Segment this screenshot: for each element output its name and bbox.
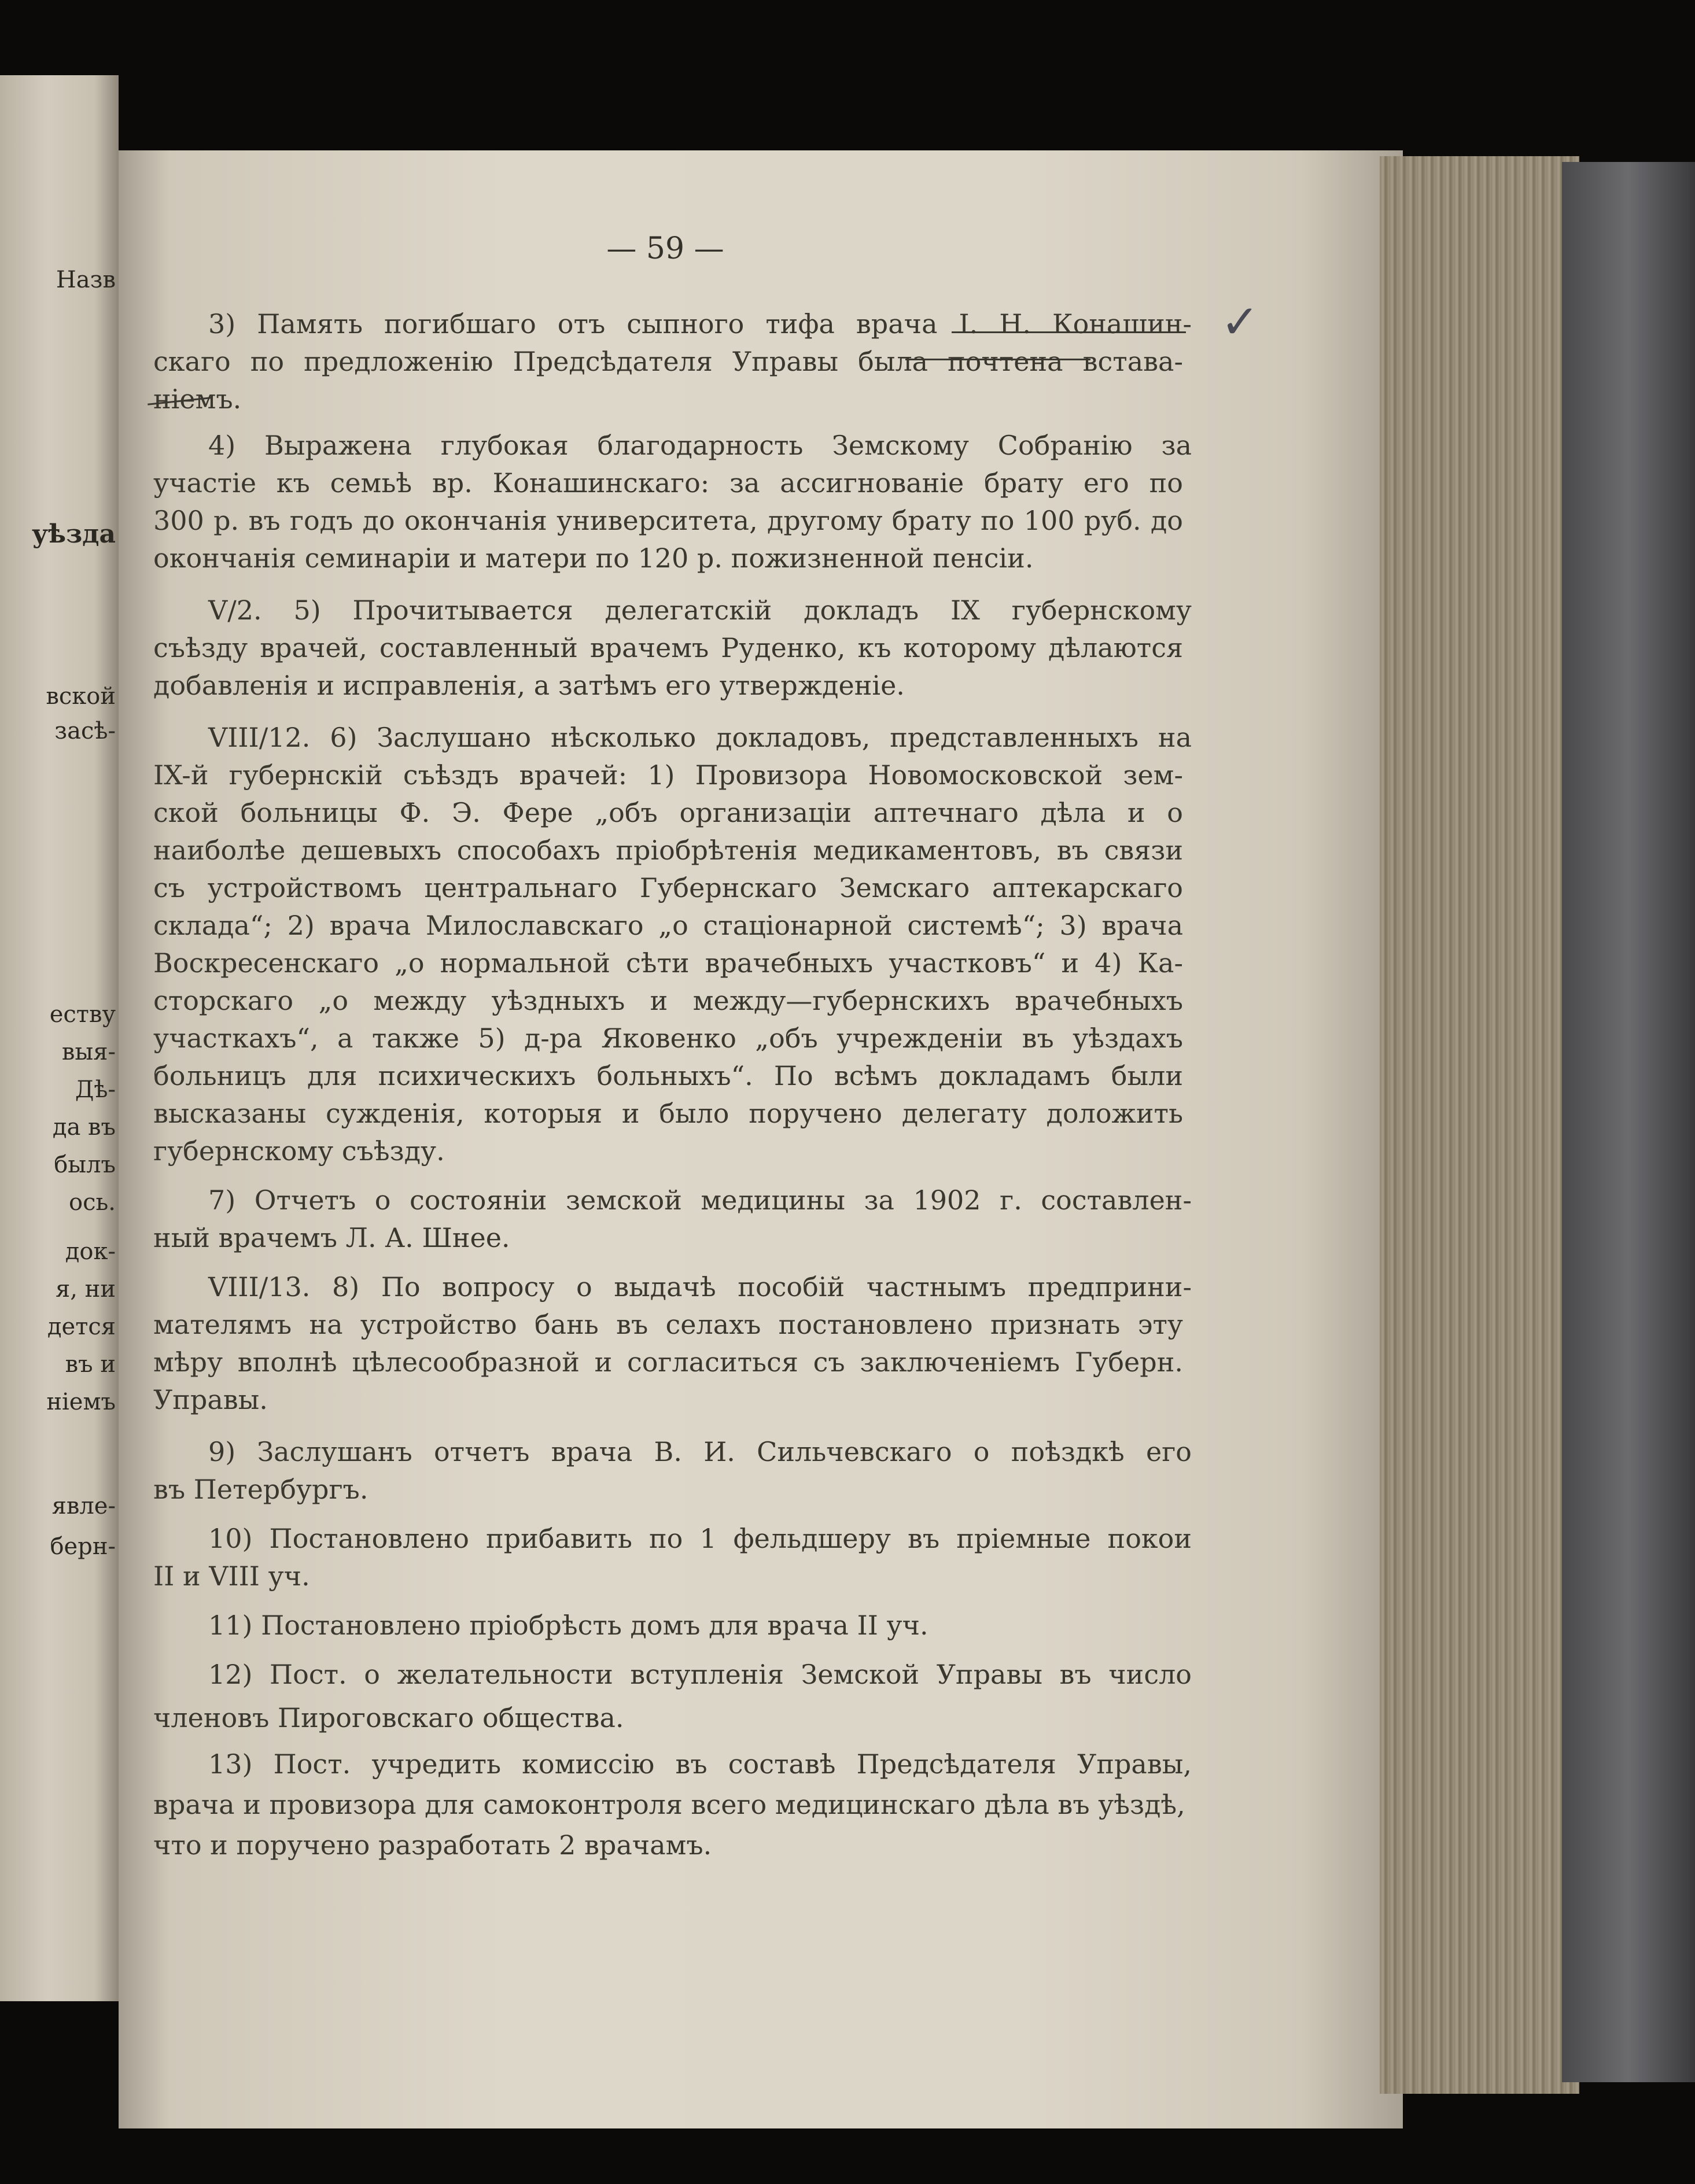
text-line: наиболѣе дешевыхъ способахъ пріобрѣтенія медикаментовъ, въ связи bbox=[153, 835, 1183, 866]
text-line: II и VIII уч. bbox=[153, 1560, 310, 1592]
text-line: 12) Пост. о желательности вступленія Земской Управы въ число bbox=[208, 1659, 1192, 1690]
text-line: съѣзду врачей, составленный врачемъ Руденко, къ которому дѣлаются bbox=[153, 632, 1183, 663]
text-line: участіе къ семьѣ вр. Конашинскаго: за ассигнованіе брату его по bbox=[153, 467, 1183, 499]
left-page bbox=[0, 75, 1260, 2001]
book-cover bbox=[1562, 162, 1695, 2082]
left-page-fragment: Назв bbox=[56, 267, 116, 293]
text-line: членовъ Пироговскаго общества. bbox=[153, 1702, 624, 1733]
left-page-fragment: явле- bbox=[51, 1493, 116, 1519]
text-line: 9) Заслушанъ отчетъ врача В. И. Сильчевскаго о поѣздкѣ его bbox=[208, 1436, 1192, 1467]
text-line: ный врачемъ Л. А. Шнее. bbox=[153, 1222, 510, 1253]
left-page-fragment: ось. bbox=[69, 1189, 116, 1216]
text-line: 13) Пост. учредить комиссію въ составѣ Предсѣдателя Управы, bbox=[208, 1748, 1192, 1780]
text-line: 3) Память погибшаго отъ сыпного тифа врача I. Н. Конашин- bbox=[208, 308, 1192, 340]
text-line: IX-й губернскій съѣздъ врачей: 1) Провизора Новомосковской зем- bbox=[153, 759, 1183, 791]
text-line: VIII/13. 8) По вопросу о выдачѣ пособій частнымъ предприни- bbox=[208, 1271, 1192, 1303]
left-page-fragment: засѣ- bbox=[54, 718, 116, 744]
text-line: въ Петербургъ. bbox=[153, 1474, 369, 1505]
left-page-fragment: вской bbox=[46, 683, 116, 710]
text-line: Воскресенскаго „о нормальной сѣти врачебныхъ участковъ“ и 4) Ка- bbox=[153, 947, 1183, 979]
left-page-fragment: Дѣ- bbox=[75, 1076, 116, 1103]
text-line: сторскаго „о между уѣздныхъ и между—губернскихъ врачебныхъ bbox=[153, 985, 1183, 1016]
text-line: больницъ для психическихъ больныхъ“. По всѣмъ докладамъ были bbox=[153, 1060, 1183, 1091]
left-page-fragment: ніемъ bbox=[46, 1389, 116, 1415]
left-page-fragment: въ и bbox=[65, 1351, 116, 1378]
page-number: — 59 — bbox=[606, 231, 724, 266]
book-page-edges bbox=[1380, 156, 1579, 2094]
text-line: скаго по предложенію Предсѣдателя Управы была почтена встава- bbox=[153, 346, 1183, 377]
text-line: ніемъ. bbox=[153, 383, 242, 415]
text-line: VIII/12. 6) Заслушано нѣсколько докладовъ, представленныхъ на bbox=[208, 722, 1192, 753]
text-line: окончанія семинаріи и матери по 120 р. пожизненной пенсіи. bbox=[153, 543, 1034, 574]
text-line: склада“; 2) врача Милославскаго „о стаціонарной системѣ“; 3) врача bbox=[153, 910, 1183, 941]
left-page-fragment: уѣзда bbox=[31, 519, 116, 549]
text-line: ской больницы Ф. Э. Фере „объ организаціи аптечнаго дѣла и о bbox=[153, 797, 1183, 828]
text-line: мателямъ на устройство бань въ селахъ постановлено признать эту bbox=[153, 1309, 1183, 1340]
text-line: 300 р. въ годъ до окончанія университета, другому брату по 100 руб. до bbox=[153, 505, 1183, 536]
text-line: V/2. 5) Прочитывается делегатскій докладъ IX губернскому bbox=[208, 595, 1192, 626]
left-page-fragment: да въ bbox=[52, 1114, 116, 1141]
text-line: врача и провизора для самоконтроля всего медицинскаго дѣла въ уѣздѣ, bbox=[153, 1789, 1185, 1820]
text-line: 10) Постановлено прибавить по 1 фельдшеру въ пріемные покои bbox=[208, 1523, 1192, 1554]
left-page-fragment: док- bbox=[65, 1238, 116, 1265]
text-line: участкахъ“, а также 5) д-ра Яковенко „объ учрежденіи въ уѣздахъ bbox=[153, 1023, 1183, 1054]
checkmark-annotation: ✓ bbox=[1221, 295, 1260, 349]
left-page-fragment: дется bbox=[47, 1314, 116, 1340]
left-page-fragment: былъ bbox=[54, 1152, 116, 1178]
text-line: 11) Постановлено пріобрѣсть домъ для врача II уч. bbox=[208, 1610, 928, 1641]
text-line: высказаны сужденія, которыя и было поручено делегату доложить bbox=[153, 1098, 1183, 1129]
text-line: съ устройствомъ центральнаго Губернскаго Земскаго аптекарскаго bbox=[153, 872, 1183, 903]
left-page-fragment: еству bbox=[49, 1001, 116, 1028]
text-line: 7) Отчетъ о состояніи земской медицины за 1902 г. составлен- bbox=[208, 1185, 1192, 1216]
text-line: что и поручено разработать 2 врачамъ. bbox=[153, 1829, 712, 1861]
text-line: губернскому съѣзду. bbox=[153, 1135, 445, 1167]
text-line: добавленія и исправленія, а затѣмъ его утвержденіе. bbox=[153, 670, 905, 701]
text-line: 4) Выражена глубокая благодарность Земскому Собранію за bbox=[208, 430, 1192, 461]
left-page-fragment: выя- bbox=[61, 1039, 116, 1065]
left-page-fragment: я, ни bbox=[56, 1276, 116, 1303]
text-line: мѣру вполнѣ цѣлесообразной и согласиться съ заключеніемъ Губерн. bbox=[153, 1346, 1183, 1378]
text-line: Управы. bbox=[153, 1384, 268, 1415]
left-page-fragment: берн- bbox=[50, 1533, 116, 1560]
